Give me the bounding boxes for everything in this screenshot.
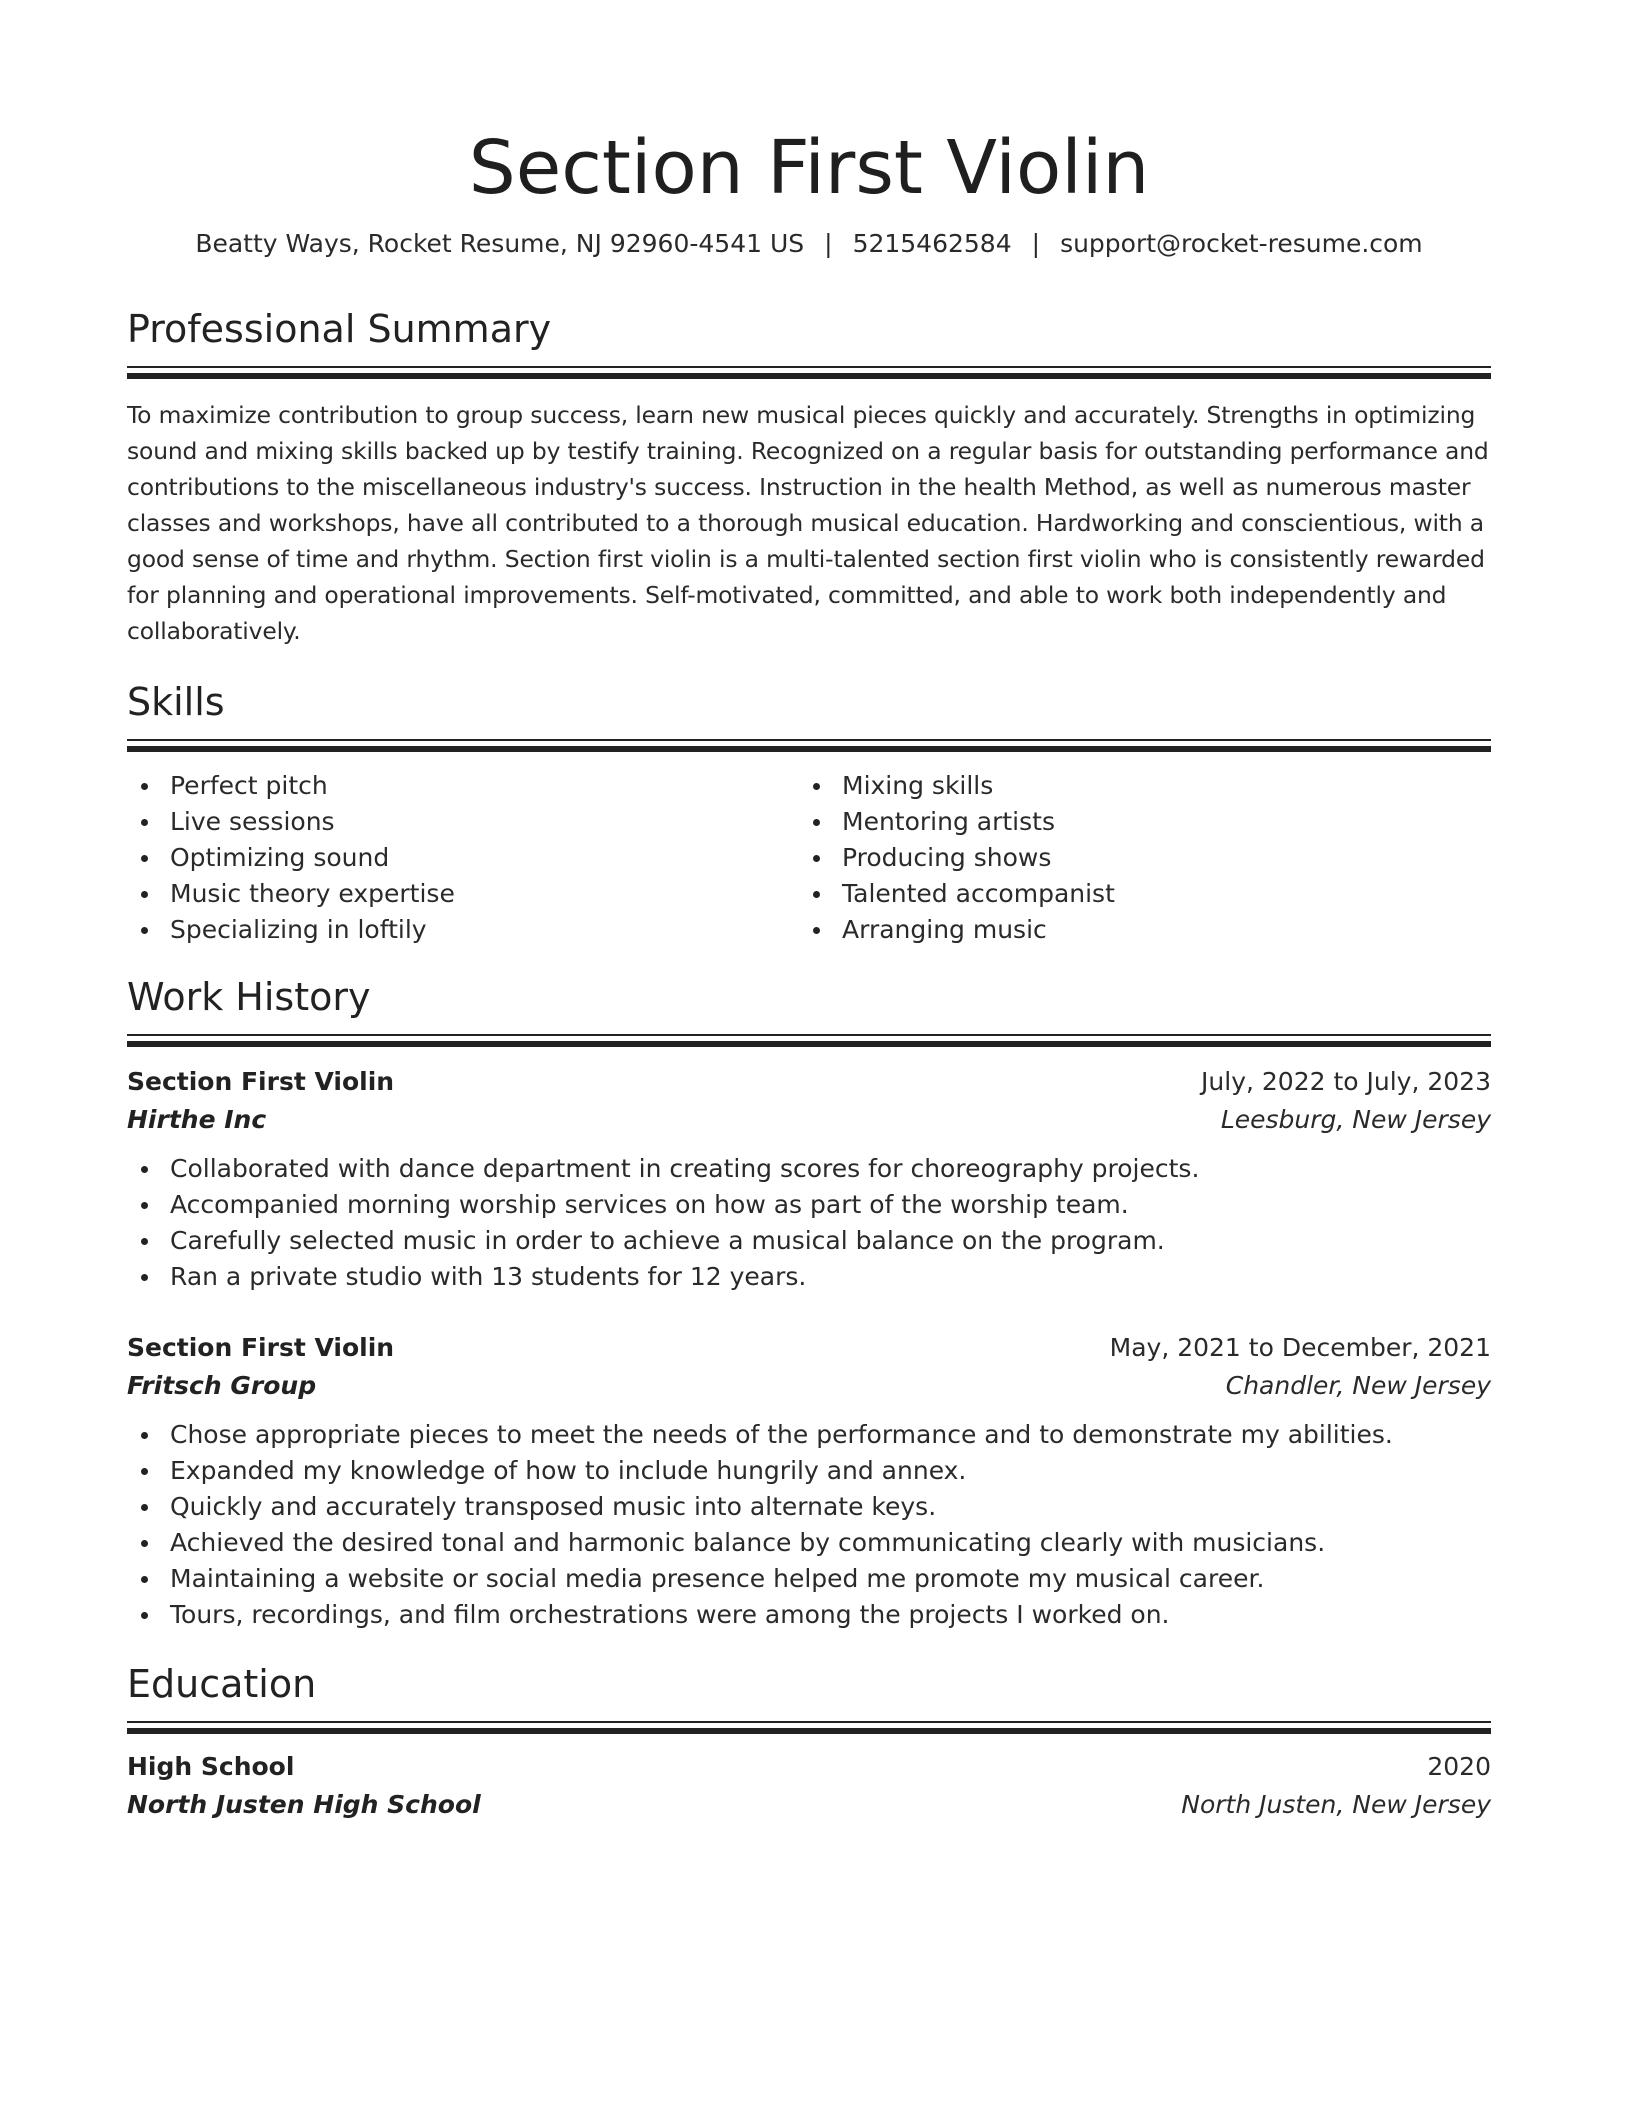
contact-email: support@rocket-resume.com <box>1060 229 1423 258</box>
job-dates: May, 2021 to December, 2021 <box>1109 1333 1491 1362</box>
section-divider <box>127 366 1491 375</box>
education-heading: Education <box>127 1662 317 1706</box>
skill-item: Live sessions <box>127 804 799 840</box>
candidate-name: Section First Violin <box>468 125 1150 211</box>
education-section <box>127 1659 1491 1824</box>
job-title: Section First Violin <box>127 1333 395 1362</box>
section-divider <box>127 1034 1491 1043</box>
education-entry <box>127 1748 1491 1824</box>
skill-item: Perfect pitch <box>127 768 799 804</box>
resume-page <box>127 0 1491 1824</box>
job-duty: Ran a private studio with 13 students for 12 years. <box>127 1259 1491 1295</box>
skill-item: Talented accompanist <box>799 876 1471 912</box>
job-duty: Tours, recordings, and film orchestrations were among the projects I worked on. <box>127 1597 1491 1633</box>
skill-item: Arranging music <box>799 912 1471 948</box>
job-entry <box>127 1063 1491 1295</box>
contact-address: Beatty Ways, Rocket Resume, NJ 92960-4541 US <box>195 229 805 258</box>
job-duty: Carefully selected music in order to achieve a musical balance on the program. <box>127 1223 1491 1259</box>
job-company: Hirthe Inc <box>127 1105 267 1134</box>
skill-item: Music theory expertise <box>127 876 799 912</box>
section-divider <box>127 1721 1491 1730</box>
skill-item: Mixing skills <box>799 768 1471 804</box>
skill-item: Mentoring artists <box>799 804 1471 840</box>
job-duty: Accompanied morning worship services on how as part of the worship team. <box>127 1187 1491 1223</box>
job-duty: Achieved the desired tonal and harmonic balance by communicating clearly with musicians. <box>127 1525 1491 1561</box>
job-duty: Collaborated with dance department in creating scores for choreography projects. <box>127 1151 1491 1187</box>
summary-section <box>127 304 1491 649</box>
summary-text: To maximize contribution to group success, learn new musical pieces quickly and accurately. Strengths in optimizing sound and mixing skills backed up by testify training. Recognized on a regular basis for outstanding performance and contributions to the miscellaneous industry's success. Instruction in the health Method, as well as numerous master classes and workshops, have all contributed to a thorough musical education. Hardworking and conscientious, with a good sense of time and rhythm. Section first violin is a multi-talented section first violin who is consistently rewarded for planning and operational improvements. Self-motivated, committed, and able to work both independently and collaboratively. <box>127 401 1489 645</box>
contact-phone: 5215462584 <box>852 229 1012 258</box>
job-company: Fritsch Group <box>127 1371 317 1400</box>
job-duty: Expanded my knowledge of how to include hungrily and annex. <box>127 1453 1491 1489</box>
work-history-section <box>127 972 1491 1633</box>
job-dates: July, 2022 to July, 2023 <box>1201 1067 1491 1096</box>
job-duty: Chose appropriate pieces to meet the needs of the performance and to demonstrate my abilities. <box>127 1417 1491 1453</box>
section-divider <box>127 739 1491 748</box>
work-history-heading: Work History <box>127 975 371 1019</box>
skills-column-left <box>127 768 799 948</box>
skills-grid <box>127 768 1491 948</box>
education-degree: High School <box>127 1752 295 1781</box>
job-location: Leesburg, New Jersey <box>1220 1105 1491 1134</box>
skills-column-right <box>799 768 1471 948</box>
skills-heading: Skills <box>127 680 225 724</box>
job-duty: Maintaining a website or social media presence helped me promote my musical career. <box>127 1561 1491 1597</box>
job-entry <box>127 1329 1491 1633</box>
education-location: North Justen, New Jersey <box>1181 1790 1491 1819</box>
job-title: Section First Violin <box>127 1067 395 1096</box>
job-duty: Quickly and accurately transposed music into alternate keys. <box>127 1489 1491 1525</box>
job-duties <box>127 1151 1491 1295</box>
contact-line <box>127 226 1491 262</box>
job-duties <box>127 1417 1491 1633</box>
contact-separator: | <box>1031 229 1041 258</box>
job-location: Chandler, New Jersey <box>1225 1371 1491 1400</box>
skill-item: Producing shows <box>799 840 1471 876</box>
skill-item: Specializing in loftily <box>127 912 799 948</box>
skills-section <box>127 677 1491 948</box>
contact-separator: | <box>824 229 833 258</box>
skill-item: Optimizing sound <box>127 840 799 876</box>
education-year: 2020 <box>1427 1752 1491 1781</box>
education-school: North Justen High School <box>127 1790 481 1819</box>
summary-heading: Professional Summary <box>127 307 552 351</box>
